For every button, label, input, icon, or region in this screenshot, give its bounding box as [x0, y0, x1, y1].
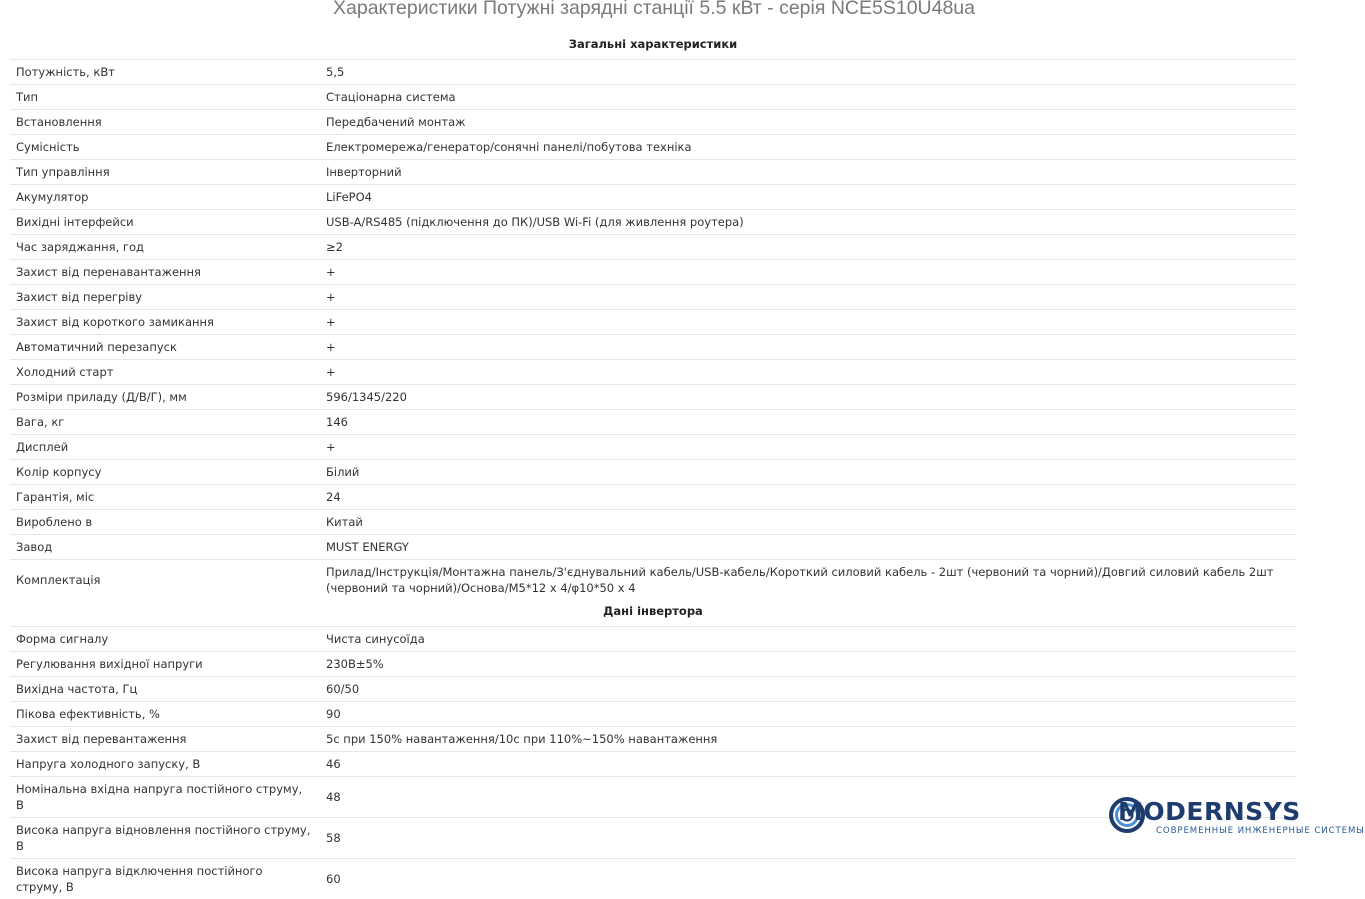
spec-label: Висока напруга відключення постійного струму, В: [10, 859, 318, 899]
spec-value: 230В±5%: [318, 652, 1296, 677]
table-row: [10, 60, 1296, 85]
spec-value: 58: [318, 818, 1296, 859]
spec-value: 596/1345/220: [318, 385, 1296, 410]
table-row: [10, 260, 1296, 285]
table-row: [10, 235, 1296, 260]
spec-value: 90: [318, 702, 1296, 727]
spec-value: +: [318, 260, 1296, 285]
modernsys-logo: [1108, 796, 1308, 837]
spec-value: Чиста синусоїда: [318, 627, 1296, 652]
spec-table: [10, 33, 1296, 899]
spec-label: Вага, кг: [10, 410, 318, 435]
table-row: [10, 185, 1296, 210]
spec-label: Вихідна частота, Гц: [10, 677, 318, 702]
table-row: [10, 385, 1296, 410]
spec-value: 46: [318, 752, 1296, 777]
spec-value: Передбачений монтаж: [318, 110, 1296, 135]
spec-value: Китай: [318, 510, 1296, 535]
table-row: [10, 110, 1296, 135]
section-header: [10, 33, 1296, 60]
table-row: [10, 535, 1296, 560]
spec-value: +: [318, 335, 1296, 360]
spec-value: Інверторний: [318, 160, 1296, 185]
spec-label: Форма сигналу: [10, 627, 318, 652]
spec-label: Пікова ефективність, %: [10, 702, 318, 727]
spec-value: LiFePO4: [318, 185, 1296, 210]
spec-label: Сумісність: [10, 135, 318, 160]
logo-wordmark-rest: ODERNSYS: [1143, 797, 1300, 826]
spec-value: 60/50: [318, 677, 1296, 702]
table-row: [10, 752, 1296, 777]
table-row: [10, 285, 1296, 310]
spec-label: Встановлення: [10, 110, 318, 135]
spec-label: Тип управління: [10, 160, 318, 185]
spec-label: Автоматичний перезапуск: [10, 335, 318, 360]
spec-label: Вироблено в: [10, 510, 318, 535]
spec-label: Вихідні інтерфейси: [10, 210, 318, 235]
table-row: [10, 818, 1296, 859]
spec-value: Білий: [318, 460, 1296, 485]
spec-value: 60: [318, 859, 1296, 899]
spec-label: Комплектація: [10, 560, 318, 601]
table-row: [10, 510, 1296, 535]
table-row: [10, 727, 1296, 752]
spec-label: Захист від короткого замикання: [10, 310, 318, 335]
table-row: [10, 460, 1296, 485]
spec-value: +: [318, 285, 1296, 310]
spec-value: 5с при 150% навантаження/10с при 110%~150% навантаження: [318, 727, 1296, 752]
spec-label: Розміри приладу (Д/В/Г), мм: [10, 385, 318, 410]
table-row: [10, 85, 1296, 110]
logo-tagline: СОВРЕМЕННЫЕ ИНЖЕНЕРНЫЕ СИСТЕМЫ: [1156, 826, 1365, 836]
table-row: [10, 777, 1296, 818]
spec-label: Акумулятор: [10, 185, 318, 210]
table-row: [10, 435, 1296, 460]
spec-value: +: [318, 360, 1296, 385]
section-header: [10, 600, 1296, 627]
spec-label: Висока напруга відновлення постійного струму, В: [10, 818, 318, 859]
table-row: [10, 135, 1296, 160]
spec-value: MUST ENERGY: [318, 535, 1296, 560]
spec-value: 146: [318, 410, 1296, 435]
spec-label: Захист від перевантаження: [10, 727, 318, 752]
section-heading-general: Загальні характеристики: [10, 33, 1296, 60]
table-row: [10, 310, 1296, 335]
spec-value: USB-A/RS485 (підключення до ПК)/USB Wi-Fi (для живлення роутера): [318, 210, 1296, 235]
table-row: [10, 859, 1296, 899]
spec-value: 48: [318, 777, 1296, 818]
table-row: [10, 652, 1296, 677]
spec-label: Дисплей: [10, 435, 318, 460]
table-row: [10, 410, 1296, 435]
spec-value: ≥2: [318, 235, 1296, 260]
spec-value: 5,5: [318, 60, 1296, 85]
page-title: Характеристики Потужні зарядні станції 5.5 кВт - серія NCE5S10U48ua: [0, 0, 1308, 20]
table-row: [10, 485, 1296, 510]
spec-label: Тип: [10, 85, 318, 110]
spec-label: Завод: [10, 535, 318, 560]
logo-wordmark: [1118, 796, 1301, 828]
table-row: [10, 627, 1296, 652]
spec-label: Гарантія, міс: [10, 485, 318, 510]
spec-value: +: [318, 310, 1296, 335]
table-row: [10, 360, 1296, 385]
table-row: [10, 560, 1296, 601]
spec-value: +: [318, 435, 1296, 460]
table-row: [10, 160, 1296, 185]
spec-label: Холодний старт: [10, 360, 318, 385]
table-row: [10, 677, 1296, 702]
spec-label: Регулювання вихідної напруги: [10, 652, 318, 677]
spec-label: Час заряджання, год: [10, 235, 318, 260]
spec-label: Захист від перегріву: [10, 285, 318, 310]
spec-value: Прилад/Інструкція/Монтажна панель/З'єднувальний кабель/USB-кабель/Короткий силовий кабель - 2шт (червоний та чорний)/Довгий силовий кабель 2шт (червоний та чорний)/Основа/M5*12 x 4/φ10*50 x 4: [318, 560, 1296, 601]
table-row: [10, 702, 1296, 727]
spec-value: Стаціонарна система: [318, 85, 1296, 110]
table-row: [10, 335, 1296, 360]
spec-label: Напруга холодного запуску, В: [10, 752, 318, 777]
spec-value: 24: [318, 485, 1296, 510]
spec-label: Номінальна вхідна напруга постійного струму, В: [10, 777, 318, 818]
spec-value: Електромережа/генератор/сонячні панелі/побутова техніка: [318, 135, 1296, 160]
logo-wordmark-initial: M: [1118, 797, 1143, 826]
spec-label: Потужність, кВт: [10, 60, 318, 85]
spec-label: Захист від перенавантаження: [10, 260, 318, 285]
spec-label: Колір корпусу: [10, 460, 318, 485]
section-heading-inverter: Дані інвертора: [10, 600, 1296, 627]
table-row: [10, 210, 1296, 235]
